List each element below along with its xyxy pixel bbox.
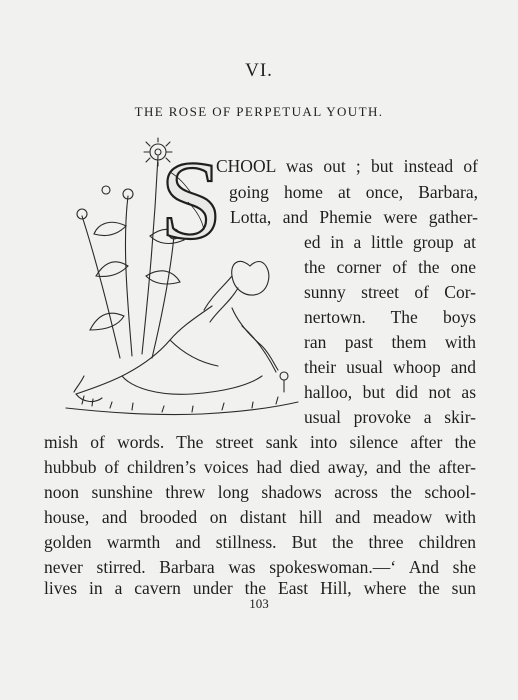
- text-line: CHOOL was out ; but instead of: [216, 156, 478, 176]
- text-line: the corner of the one: [304, 257, 476, 277]
- chapter-title: THE ROSE OF PERPETUAL YOUTH.: [134, 104, 384, 119]
- text-line: noon sunshine threw long shadows across the school-: [44, 482, 476, 502]
- text-line: going home at once, Barbara,: [229, 182, 478, 202]
- text-line: ed in a little group at: [304, 232, 476, 252]
- text-line: golden warmth and stillness. But the three children: [44, 532, 476, 552]
- text-line: nertown. The boys: [304, 307, 476, 327]
- text-line: sunny street of Cor-: [304, 282, 476, 302]
- page-number: 103: [249, 596, 269, 611]
- text-line: house, and brooded on distant hill and meadow with: [44, 507, 476, 527]
- text-line: ran past them with: [304, 332, 476, 352]
- text-line: mish of words. The street sank into silence after the: [44, 432, 476, 452]
- text-line: Lotta, and Phemie were gather-: [230, 207, 478, 227]
- text-line: never stirred. Barbara was spokeswoman.—‘ And she: [44, 557, 476, 577]
- chapter-number: VI.: [245, 60, 273, 81]
- svg-text:S: S: [160, 142, 223, 254]
- text-line: halloo, but did not as: [304, 382, 476, 402]
- text-line: usual provoke a skir-: [304, 407, 476, 427]
- text-line: lives in a cavern under the East Hill, where the sun: [44, 578, 476, 598]
- text-line: hubbub of children’s voices had died away, and the after-: [44, 457, 476, 477]
- text-line: their usual whoop and: [304, 357, 476, 377]
